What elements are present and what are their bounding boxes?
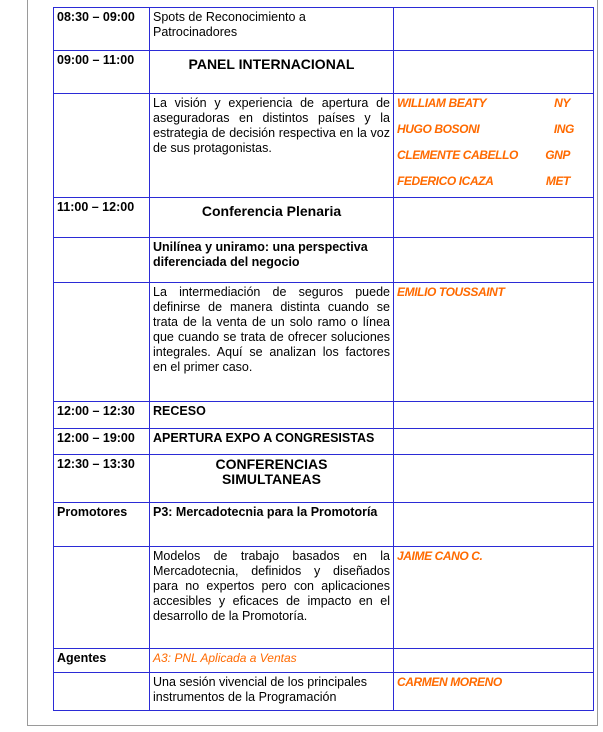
time-cell	[54, 673, 150, 711]
topic-cell: Unilínea y uniramo: una perspectiva diferenciada del negocio	[150, 238, 394, 283]
speaker-entry	[397, 96, 590, 122]
time-cell	[54, 283, 150, 402]
topic-cell: APERTURA EXPO A CONGRESISTAS	[150, 429, 394, 455]
section-title: Conferencia Plenaria	[201, 203, 342, 219]
section-title: CONFERENCIAS SIMULTANEAS	[215, 456, 328, 487]
speaker-cell	[394, 8, 594, 51]
time-cell: 12:30 – 13:30	[54, 455, 150, 503]
speaker-org: MET	[545, 174, 570, 188]
speaker-org: ING	[553, 122, 574, 136]
table-row	[54, 8, 594, 51]
table-row	[54, 283, 594, 402]
speaker-cell	[394, 238, 594, 283]
table-row	[54, 402, 594, 429]
speaker-entry	[397, 174, 590, 189]
speaker-entry	[397, 148, 590, 174]
speaker-cell	[394, 283, 594, 402]
topic-cell: La visión y experiencia de apertura de aseguradoras en distintos países y la estrategia de decisión respectiva en la voz de sus protagonistas.	[150, 94, 394, 198]
topic-cell: Spots de Reconocimiento a Patrocinadores	[150, 8, 394, 51]
speaker-cell	[394, 198, 594, 238]
session-title: A3: PNL Aplicada a Ventas	[153, 651, 297, 665]
table-row	[54, 649, 594, 673]
section-title: PANEL INTERNACIONAL	[188, 56, 355, 72]
time-cell: 12:00 – 12:30	[54, 402, 150, 429]
table-row	[54, 198, 594, 238]
speaker-name: WILLIAM BEATY	[397, 96, 487, 110]
time-cell: 12:00 – 19:00	[54, 429, 150, 455]
speaker-cell	[394, 94, 594, 198]
table-row	[54, 455, 594, 503]
topic-cell: Modelos de trabajo basados en la Mercadotecnia, definidos y diseñados para no expertos pero con aplicaciones accesibles y eficaces de impacto en el desarrollo de la Promotoría.	[150, 547, 394, 649]
speaker-cell	[394, 649, 594, 673]
speaker-cell	[394, 673, 594, 711]
speaker-cell	[394, 51, 594, 94]
time-cell: 09:00 – 11:00	[54, 51, 150, 94]
speaker-cell	[394, 547, 594, 649]
speaker-name: CLEMENTE CABELLO	[397, 148, 518, 162]
time-cell: 08:30 – 09:00	[54, 8, 150, 51]
table-row	[54, 429, 594, 455]
speaker-cell	[394, 429, 594, 455]
table-row	[54, 503, 594, 547]
topic-cell: Una sesión vivencial de los principales instrumentos de la Programación	[150, 673, 394, 711]
speaker-name: CARMEN MORENO	[397, 675, 502, 689]
time-cell: 11:00 – 12:00	[54, 198, 150, 238]
time-cell	[54, 94, 150, 198]
topic-cell	[150, 455, 394, 503]
audience-cell: Agentes	[54, 649, 150, 673]
time-cell	[54, 238, 150, 283]
speaker-name: EMILIO TOUSSAINT	[397, 285, 505, 299]
audience-cell: Promotores	[54, 503, 150, 547]
speaker-entry	[397, 122, 590, 148]
topic-cell: RECESO	[150, 402, 394, 429]
table-row	[54, 94, 594, 198]
table-row	[54, 238, 594, 283]
table-row	[54, 547, 594, 649]
table-row	[54, 673, 594, 711]
time-cell	[54, 547, 150, 649]
topic-cell: P3: Mercadotecnia para la Promotoría	[150, 503, 394, 547]
speaker-org: NY	[554, 96, 570, 110]
topic-cell	[150, 649, 394, 673]
speaker-name: HUGO BOSONI	[397, 122, 480, 136]
agenda-table	[53, 7, 594, 711]
speaker-org: GNP	[545, 148, 570, 162]
topic-cell: La intermediación de seguros puede definirse de manera distinta cuando se trata de la venta de un solo ramo o línea que cuando se trata de ofrecer soluciones integrales. Aquí se analizan los factores en el primer caso.	[150, 283, 394, 402]
speaker-cell	[394, 455, 594, 503]
speaker-name: JAIME CANO C.	[397, 549, 483, 563]
speaker-cell	[394, 503, 594, 547]
table-row	[54, 51, 594, 94]
topic-cell	[150, 51, 394, 94]
topic-cell	[150, 198, 394, 238]
speaker-name: FEDERICO ICAZA	[397, 174, 494, 188]
speaker-cell	[394, 402, 594, 429]
